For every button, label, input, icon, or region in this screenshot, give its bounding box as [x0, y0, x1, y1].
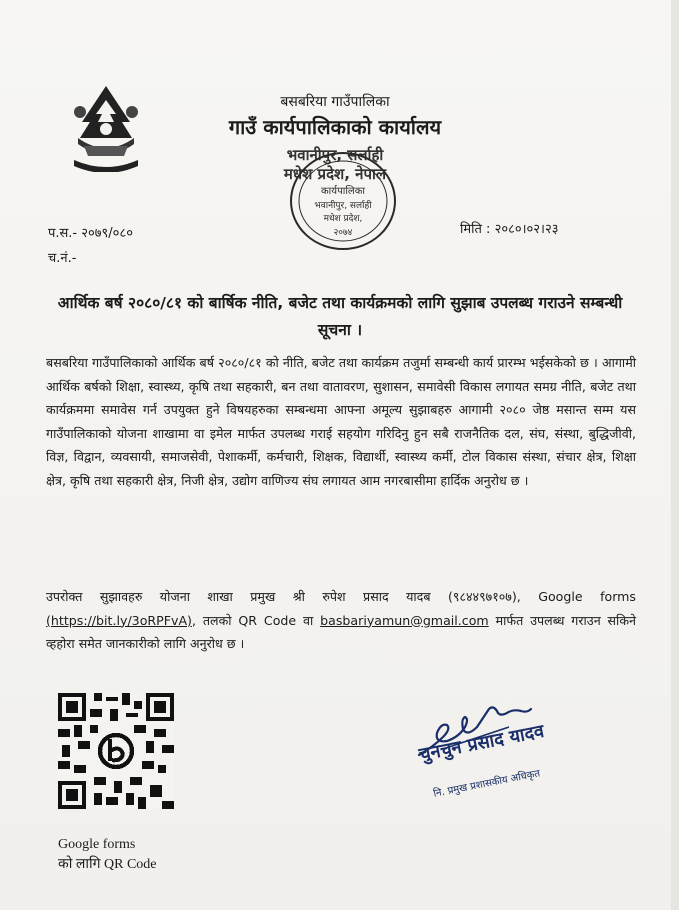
stamp-line-4: २०७४	[333, 228, 353, 238]
signatory-name: चुनचुन प्रसाद यादव	[417, 720, 546, 766]
paragraph-2-text-a: उपरोक्त सुझावहरु योजना शाखा प्रमुख श्री रुपेश प्रसाद यादब (९८४४९७१०७), Google forms	[46, 589, 636, 604]
notice-title: आर्थिक बर्ष २०८०/८१ को बार्षिक नीति, बजेट तथा कार्यक्रमको लागि सुझाब उपलब्ध गराउने सम्बन्धी सूचना ।	[57, 294, 623, 339]
letter-number: प.स.- २०७९/०८०	[48, 226, 133, 241]
stamp-line-3: मधेश प्रदेश,	[323, 214, 363, 224]
stamp-line-1: कार्यपालिका	[321, 186, 365, 197]
address-line-1: भवानीपुर, सर्लाही	[286, 146, 384, 164]
google-form-link[interactable]: (https://bit.ly/3oRPFvA)	[46, 612, 192, 628]
office-name: गाउँ कार्यपालिकाको कार्यालय	[228, 115, 442, 139]
email-link[interactable]: basbariyamun@gmail.com	[320, 612, 489, 628]
qr-caption	[58, 835, 157, 875]
qr-caption-line-2: को लागि QR Code	[58, 857, 157, 872]
stamp-line-2: भवानीपुर, सर्लाही	[314, 201, 372, 211]
address-line-2: मधेश प्रदेश, नेपाल	[283, 165, 387, 183]
office-stamp	[286, 148, 400, 254]
paragraph-2-text-b: , तलको QR Code वा	[191, 612, 321, 628]
notice-paragraph-2	[46, 585, 636, 656]
notice-paragraph-1: बसबरिया गाउँपालिकाको आर्थिक बर्ष २०८०/८१ को नीति, बजेट तथा कार्यक्रम तजुर्मा सम्बन्धी कार्य प्रारम्भ भईसकेको छ । आगामी आर्थिक बर्षको शिक्षा, स्वास्थ्य, कृषि तथा सहकारी, बन तथा वातावरण, सुशासन, समावेसी विकास लगायत समग्र नीति, बजेट तथा कार्यक्रममा समावेस गर्न उपयुक्त हुने विषयहरुका सम्बन्धमा आफ्ना अमूल्य सुझाबहरु आगामी २०८० जेष्ठ मसान्त सम्म यस गाउँपालिकाको योजना शाखामा वा इमेल मार्फत उपलब्ध गराई सहयोग गरिदिनु हुन सबै राजनैतिक दल, संघ, संस्था, बुद्धिजीवी, विज्ञ, विद्वान, व्यवसायी, समाजसेवी, पेशाकर्मी, कर्मचारी, शिक्षक, विद्यार्थी, स्वास्थ्य कर्मी, टोल विकास संस्था, संचार क्षेत्र, शिक्षा क्षेत्र, कृषि तथा सहकारी क्षेत्र, निजी क्षेत्र, उद्योग वाणिज्य संघ लगायत आम नगरबासीमा हार्दिक अनुरोध छ ।	[46, 355, 636, 488]
letter-date: मिति : २०८०।०२।२३	[460, 222, 559, 237]
dispatch-number: च.नं.-	[48, 251, 77, 266]
nepal-emblem-icon	[70, 82, 142, 172]
qr-code-icon	[58, 693, 174, 809]
signatory-title: नि. प्रमुख प्रशासकीय अधिकृत	[432, 768, 542, 800]
qr-caption-line-1: Google forms	[58, 837, 136, 852]
paragraph-2-text-c: मार्फत उपलब्ध गराउन सकिने व्हहोरा समेत जानकारीको लागि अनुरोध छ ।	[46, 612, 636, 651]
page-edge	[671, 0, 679, 910]
municipality-name: बसबरिया गाउँपालिका	[280, 94, 390, 110]
